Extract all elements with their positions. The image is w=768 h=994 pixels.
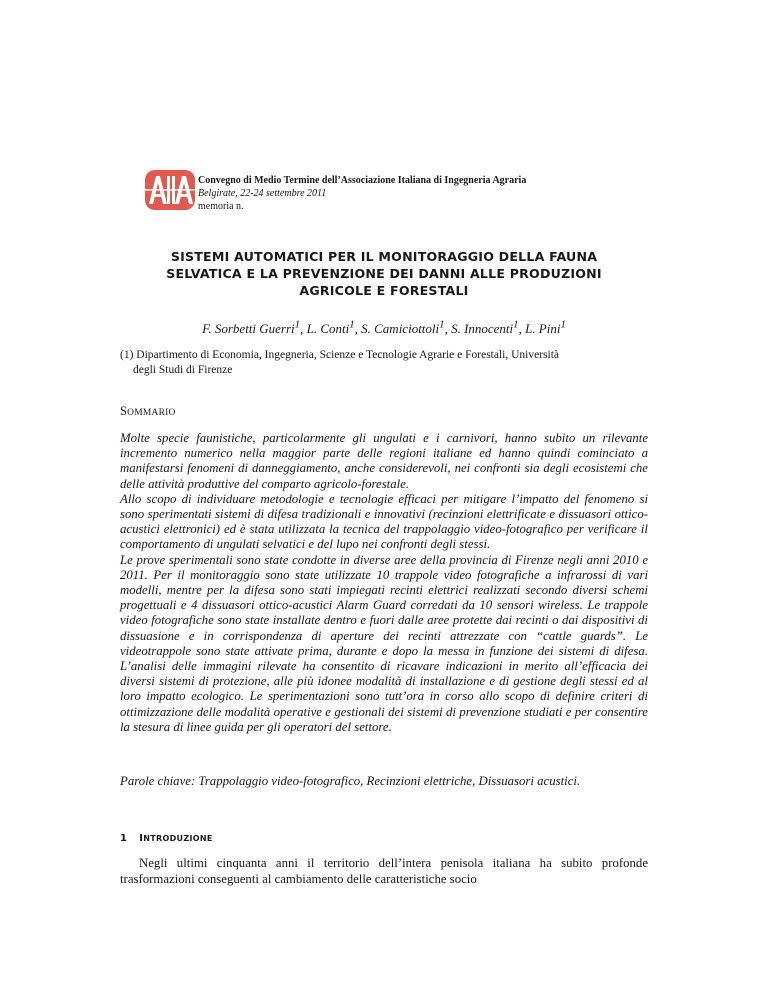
section-heading-sommario: SOMMARIO bbox=[120, 404, 176, 418]
author-list: F. Sorbetti Guerri$^1$, L. Conti$^1$, S. Camiciottoli$^1$, S. Innocenti$^1$, L. Pini$^1$ bbox=[202, 319, 566, 337]
affiliation bbox=[120, 348, 648, 378]
memoria-number: memoria n. bbox=[198, 201, 244, 212]
affiliation-line: degli Studi di Firenze bbox=[133, 364, 233, 376]
paper-title bbox=[120, 248, 648, 299]
title-line: SISTEMI AUTOMATICI PER IL MONITORAGGIO DELLA FAUNA bbox=[170, 249, 598, 264]
title-line: AGRICOLE E FORESTALI bbox=[299, 283, 469, 298]
conference-name: Convegno di Medio Termine dell’Associazione Italiana di Ingegneria Agraria bbox=[198, 175, 527, 186]
author: S. Innocenti$^1$ bbox=[451, 319, 519, 337]
affiliation-line: (1) Dipartimento di Economia, Ingegneria, Scienze e Tecnologie Agrarie e Forestali, Università bbox=[120, 349, 560, 361]
section-heading-introduzione: 1 INTRODUZIONE bbox=[120, 833, 213, 844]
keywords: Parole chiave: Trappolaggio video-fotografico, Recinzioni elettriche, Dissuasori acustici. bbox=[120, 774, 581, 788]
intro-paragraph: Negli ultimi cinquanta anni il territorio dell’intera penisola italiana ha subito profonde trasformazioni conseguenti al cambiamento delle caratteristiche socio bbox=[120, 856, 648, 886]
title-line: SELVATICA E LA PREVENZIONE DEI DANNI ALLE PRODUZIONI bbox=[166, 266, 602, 281]
abstract bbox=[120, 431, 648, 735]
aiia-logo bbox=[145, 170, 195, 210]
conference-place-date: Belgirate, 22-24 settembre 2011 bbox=[198, 188, 327, 199]
abstract-paragraph: Allo scopo di individuare metodologie e tecnologie efficaci per mitigare l’impatto del fenomeno si sono sperimentati sistemi di difesa tradizionali e innovativi (recinzioni elettrificate e dissuasori ottico-acustici elettronici) ed è stata utilizzata la tecnica del trappolaggio video-fotografico per verificare il comportamento di ungulati selvatici e del lupo nei confronti degli stessi. bbox=[120, 491, 648, 552]
author: L. Pini$^1$ bbox=[525, 319, 566, 337]
abstract-paragraph: Le prove sperimentali sono state condotte in diverse aree della provincia di Firenze negli anni 2010 e 2011. Per il monitoraggio sono state utilizzate 10 trappole video fotografiche a infrarossi di vari modelli, mentre per la difesa sono stati impiegati recinti elettrici realizzati secondo diversi schemi progettuali e 4 dissuasori ottico-acustici Alarm Guard corredati da 10 sensori wireless. Le trappole video fotografiche sono state installate dentro e fuori dalle aree protette dai recinti o dai dispositivi di dissuasione e in corrispondenza di aperture dei recinti attrezzate con “cattle guards”. Le videotrappole sono state attivate prima, durante e dopo la messa in funzione dei sistemi di difesa. L’analisi delle immagini rilevate ha consentito di ricavare indicazioni in merito all’efficacia dei diversi sistemi di protezione, alle più idonee modalità di installazione e di gestione degli stessi ed al loro impatto ecologico. Le sperimentazioni sono tutt’ora in corso allo scopo di definire criteri di ottimizzazione delle modalità operative e gestionali dei sistemi di prevenzione studiati e per consentire la stesura di linee guida per gli operatori del settore. bbox=[120, 552, 648, 734]
author: L. Conti$^1$ bbox=[306, 319, 355, 337]
conference-header bbox=[198, 174, 526, 213]
author: S. Camiciottoli$^1$ bbox=[361, 319, 445, 337]
abstract-paragraph: Molte specie faunistiche, particolarmente gli ungulati e i carnivori, hanno subito un rilevante incremento numerico nella maggior parte delle regioni italiane ed hanno quindi cominciato a manifestarsi fenomeni di danneggiamento, anche considerevoli, nei confronti sia degli ecosistemi che delle attività produttive del comparto agricolo-forestale. bbox=[120, 431, 648, 491]
author: F. Sorbetti Guerri$^1$ bbox=[202, 319, 301, 337]
